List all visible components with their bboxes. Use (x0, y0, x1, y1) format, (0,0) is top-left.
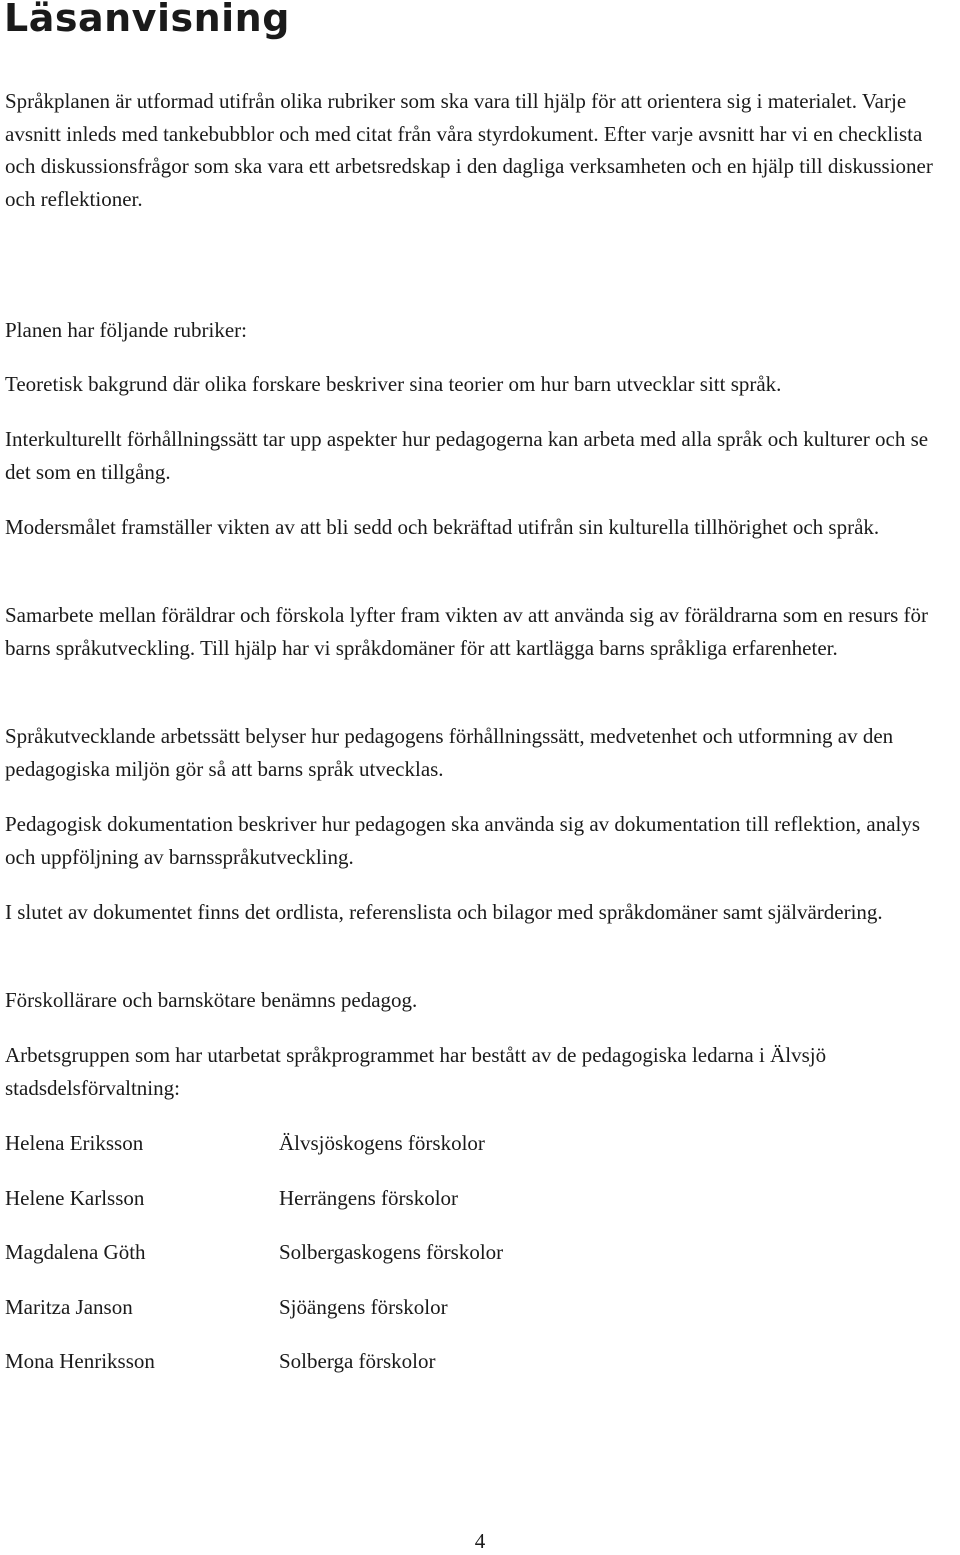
list-item (5, 1345, 705, 1400)
member-school: Herrängens förskolor (279, 1185, 459, 1210)
member-name: Mona Henriksson (5, 1349, 155, 1374)
page-number: 4 (474, 1529, 486, 1553)
members-list (5, 1127, 705, 1400)
teoretisk-bakgrund-paragraph: Teoretisk bakgrund där olika forskare beskriver sina teorier om hur barn utvecklar sitt språk. (5, 372, 782, 396)
member-name: Maritza Janson (5, 1294, 133, 1319)
member-name: Magdalena Göth (5, 1240, 146, 1265)
list-item (5, 1291, 705, 1346)
member-school: Solbergaskogens förskolor (279, 1240, 504, 1265)
interkulturellt-paragraph: Interkulturellt förhållningssätt tar upp aspekter hur pedagogerna kan arbeta med alla språk och kulturer och se det som en tillgång. (5, 427, 929, 484)
member-school: Älvsjöskogens förskolor (279, 1131, 485, 1155)
page-title: Läsanvisning (4, 0, 290, 40)
samarbete-paragraph: Samarbete mellan föräldrar och förskola lyfter fram vikten av att använda sig av föräldrarna som en resurs för barns språkutveckling. Till hjälp har vi språkdomäner för att kartlägga barns språkliga erfarenheter. (5, 603, 929, 660)
list-item (5, 1236, 705, 1291)
list-item (5, 1182, 705, 1237)
list-item (5, 1127, 705, 1182)
slutet-paragraph: I slutet av dokumentet finns det ordlista, referenslista och bilagor med språkdomäner samt självärdering. (5, 900, 883, 924)
member-school: Solberga förskolor (279, 1349, 436, 1374)
intro-paragraph: Språkplanen är utformad utifrån olika rubriker som ska vara till hjälp för att orientera sig i materialet. Varje avsnitt inleds med tankebubblor och med citat från våra styrdokument. Efter varje avsnitt har vi en checklista och diskussionsfrågor som ska vara ett arbetsredskap i den dagliga verksamheten och en hjälp till diskussioner och reflektioner. (5, 89, 933, 211)
member-school: Sjöängens förskolor (279, 1294, 448, 1319)
arbetsgruppen-paragraph: Arbetsgruppen som har utarbetat språkprogrammet har bestått av de pedagogiska ledarna i Älvsjö stadsdelsförvaltning: (5, 1043, 827, 1100)
forskollarare-paragraph: Förskollärare och barnskötare benämns pedagog. (5, 988, 418, 1012)
member-name: Helena Eriksson (5, 1131, 144, 1155)
headings-intro-paragraph: Planen har följande rubriker: (5, 318, 247, 342)
member-name: Helene Karlsson (5, 1185, 145, 1210)
modersmalet-paragraph: Modersmålet framställer vikten av att bli sedd och bekräftad utifrån sin kulturella tillhörighet och språk. (5, 515, 880, 539)
pedagogisk-dokumentation-paragraph: Pedagogisk dokumentation beskriver hur pedagogen ska använda sig av dokumentation till reflektion, analys och uppföljning av barnsspråkutveckling. (5, 812, 921, 869)
sprakutvecklande-paragraph: Språkutvecklande arbetssätt belyser hur pedagogens förhållningssätt, medvetenhet och utformning av den pedagogiska miljön gör så att barns språk utvecklas. (5, 724, 894, 781)
